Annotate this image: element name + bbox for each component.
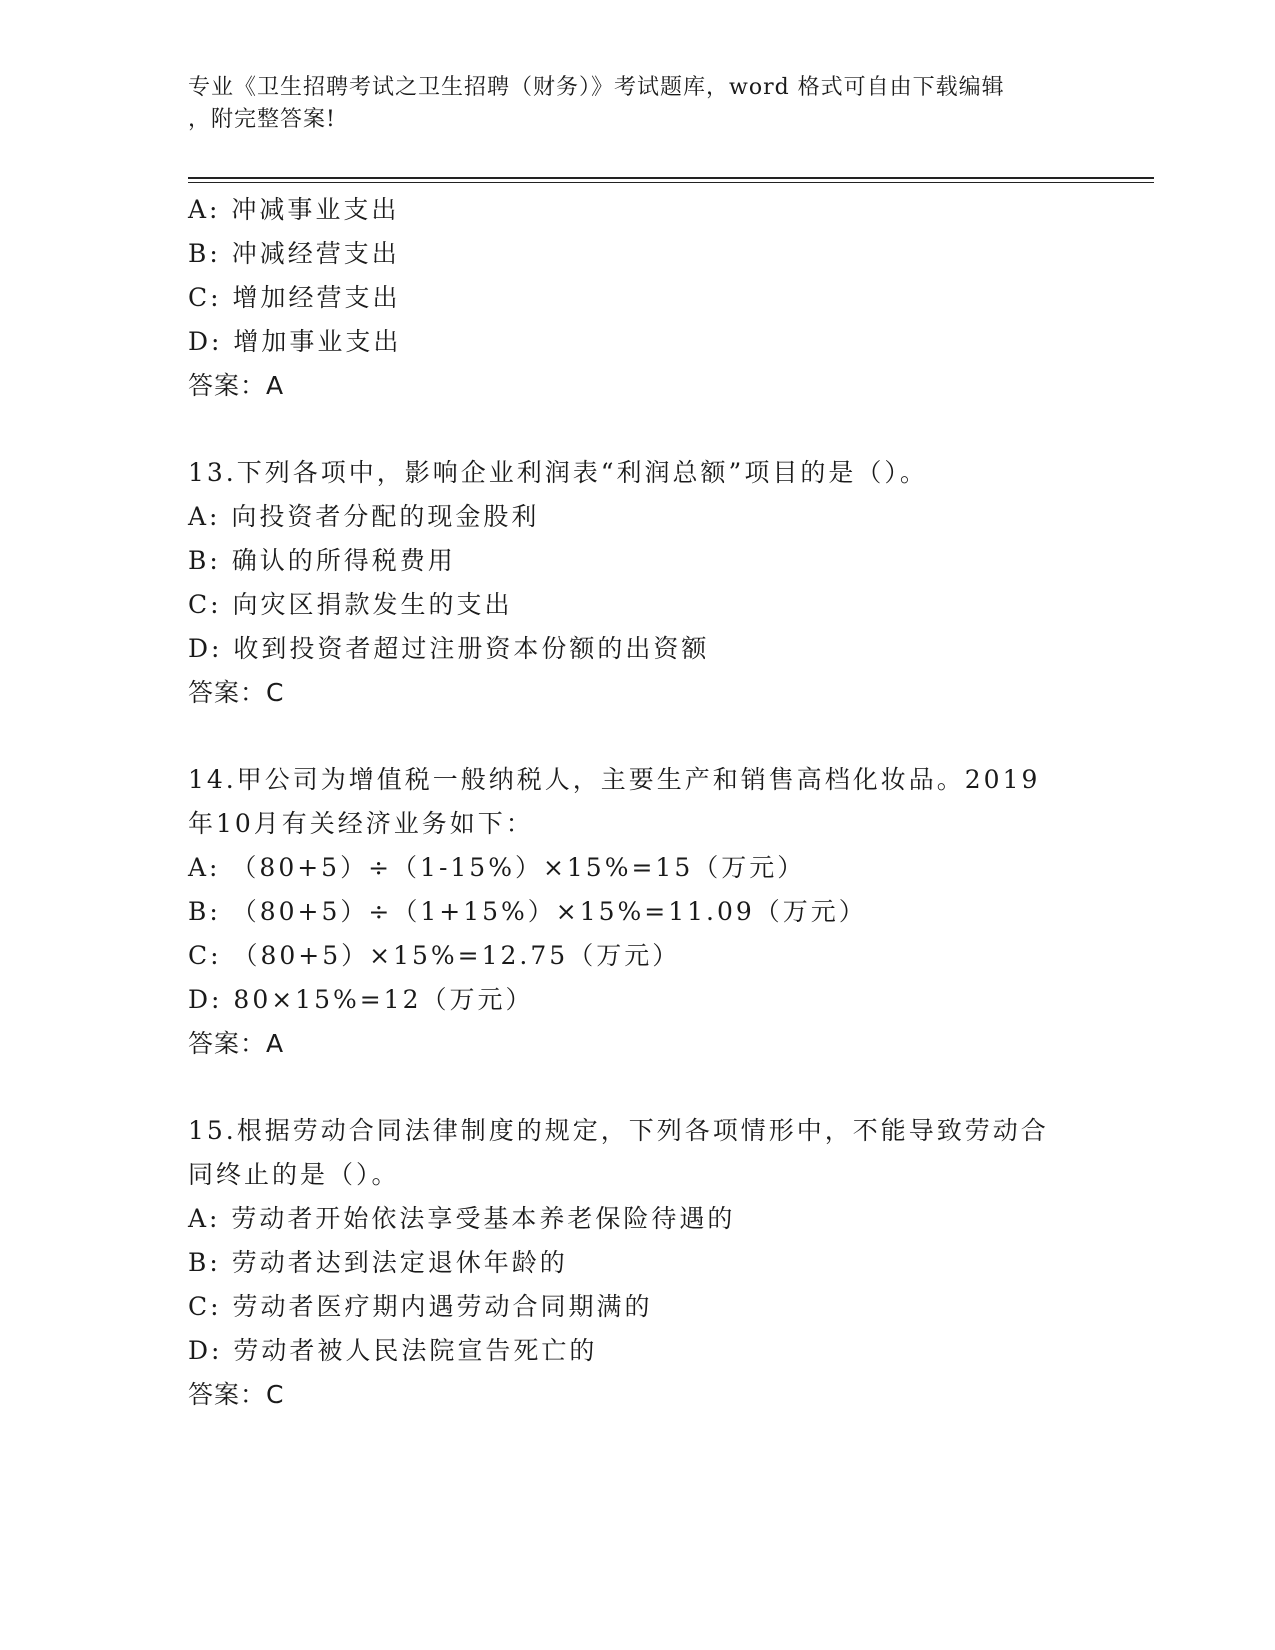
header-line-1: 专业《卫生招聘考试之卫生招聘（财务）》考试题库，word 格式可自由下载编辑 [188,75,1005,100]
q12-option-c: C: 增加经营支出 [188,283,401,312]
q13-stem: 13.下列各项中，影响企业利润表“利润总额”项目的是（）。 [188,458,928,487]
q15-stem-line-2: 同终止的是（）。 [188,1160,400,1189]
q14-option-d: D: 80×15%=12（万元） [188,985,534,1014]
q15-option-c: C: 劳动者医疗期内遇劳动合同期满的 [188,1292,653,1321]
q13-answer: 答案：C [188,678,285,707]
q14-stem-line-2: 年10月有关经济业务如下： [188,809,534,838]
q15-option-b: B: 劳动者达到法定退休年龄的 [188,1248,568,1277]
q12-option-b: B: 冲减经营支出 [188,239,400,268]
q14-answer: 答案：A [188,1029,285,1058]
q14-option-b: B: （80+5）÷（1+15%）×15%=11.09（万元） [188,897,867,926]
q15-answer: 答案：C [188,1380,285,1409]
q13-option-c: C: 向灾区捐款发生的支出 [188,590,513,619]
header-line-2: ，附完整答案! [188,107,336,132]
q14-stem-line-1: 14.甲公司为增值税一般纳税人，主要生产和销售高档化妆品。2019 [188,765,1041,794]
q12-answer: 答案：A [188,371,285,400]
q13-option-b: B: 确认的所得税费用 [188,546,456,575]
q12-option-d: D: 增加事业支出 [188,327,402,356]
document-header [188,72,1088,136]
q15-stem-line-1: 15.根据劳动合同法律制度的规定，下列各项情形中，不能导致劳动合 [188,1116,1049,1145]
q13-option-a: A: 向投资者分配的现金股利 [188,502,540,531]
q15-option-d: D: 劳动者被人民法院宣告死亡的 [188,1336,598,1365]
q14-option-a: A: （80+5）÷（1-15%）×15%=15（万元） [188,853,806,882]
q13-option-d: D: 收到投资者超过注册资本份额的出资额 [188,634,710,663]
header-divider-thick [188,177,1154,179]
q15-option-a: A: 劳动者开始依法享受基本养老保险待遇的 [188,1204,736,1233]
q12-option-a: A: 冲减事业支出 [188,195,400,224]
q14-option-c: C: （80+5）×15%=12.75（万元） [188,941,681,970]
header-divider-thin [188,182,1154,183]
